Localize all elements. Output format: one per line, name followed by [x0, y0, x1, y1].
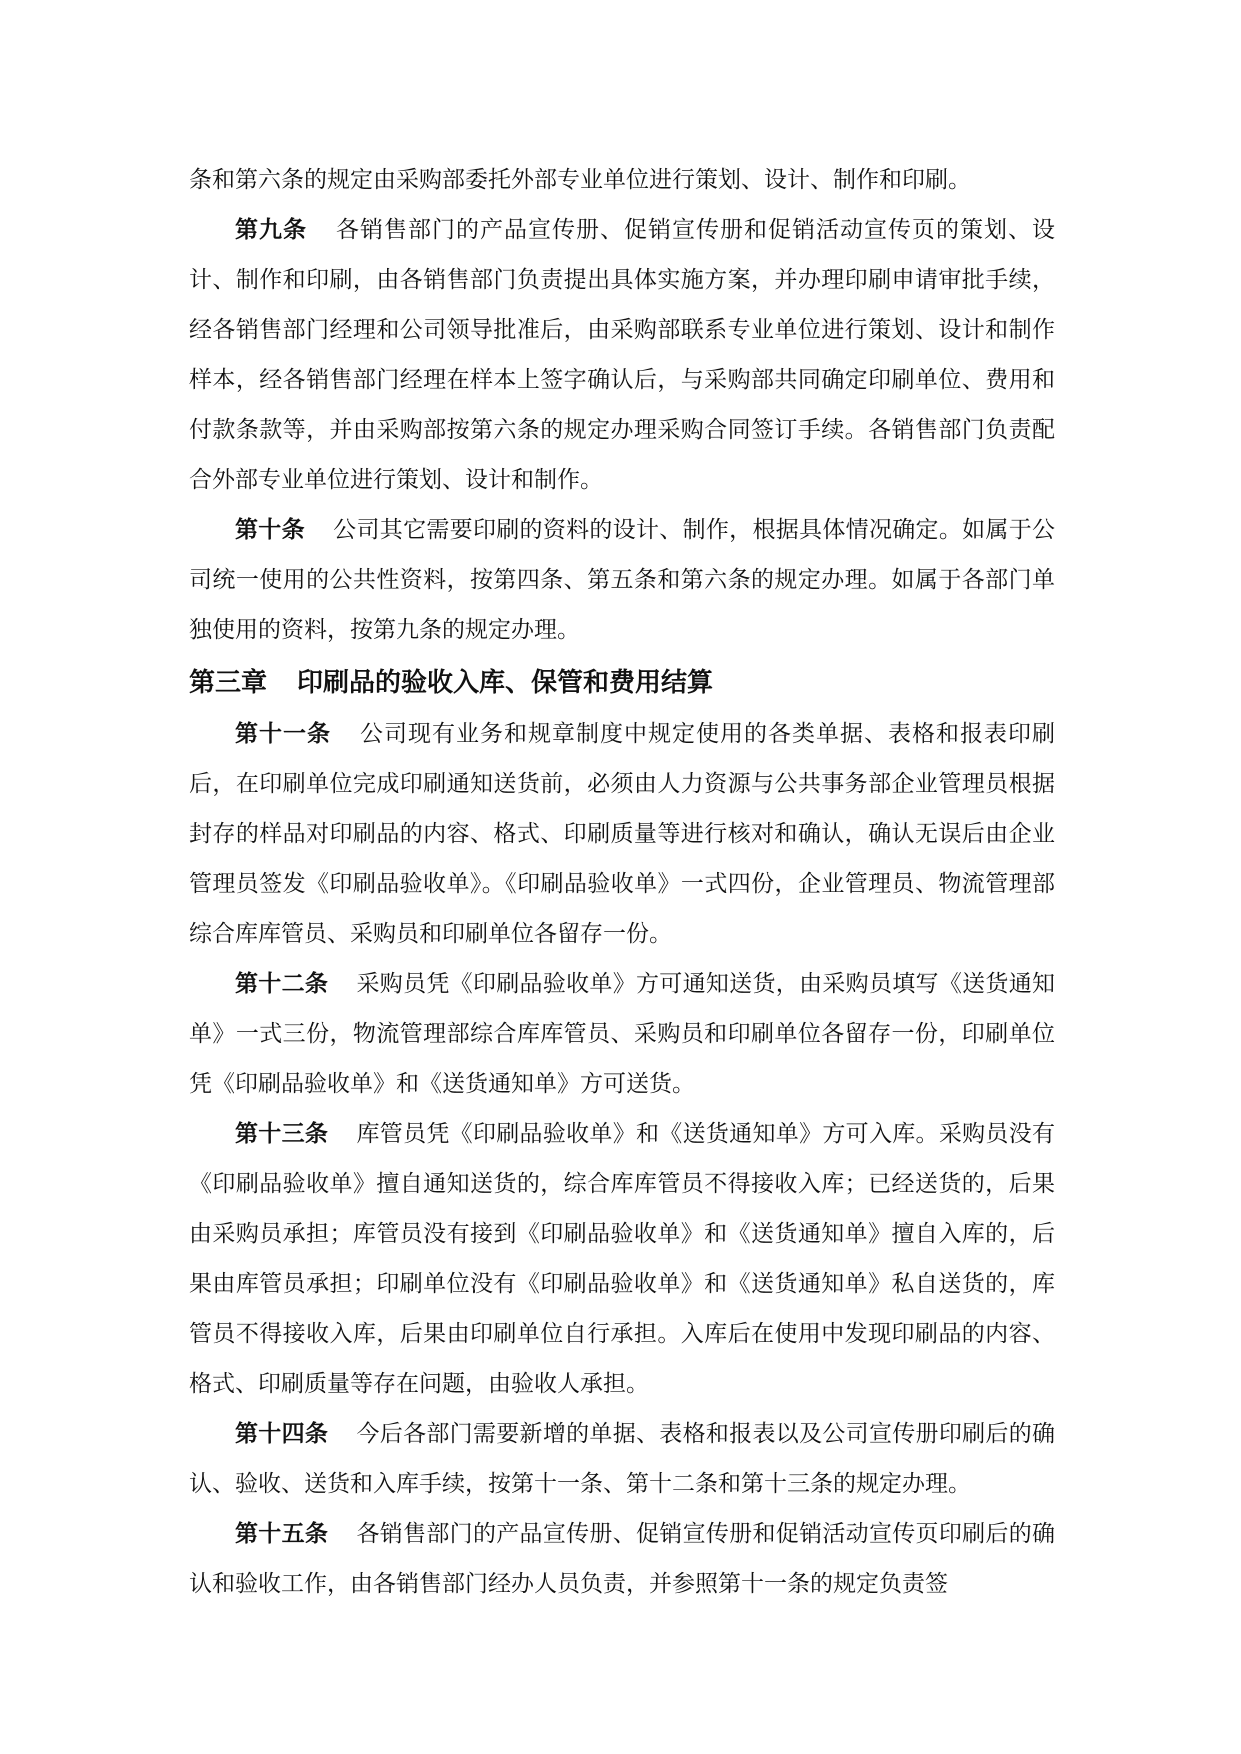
article-text: 各销售部门的产品宣传册、促销宣传册和促销活动宣传页印刷后的确认和验收工作，由各销售部门经办人员负责，并参照第十一条的规定负责签	[189, 1521, 1056, 1597]
document-page	[189, 155, 1055, 1609]
article-14	[189, 1409, 1055, 1509]
continuation-paragraph: 条和第六条的规定由采购部委托外部专业单位进行策划、设计、制作和印刷。	[189, 167, 971, 193]
article-12	[189, 959, 1055, 1109]
article-number: 第九条	[235, 217, 307, 243]
chapter-number: 第三章	[189, 668, 268, 698]
article-text: 采购员凭《印刷品验收单》方可通知送货，由采购员填写《送货通知单》一式三份，物流管理部综合库库管员、采购员和印刷单位各留存一份，印刷单位凭《印刷品验收单》和《送货通知单》方可送货。	[189, 971, 1056, 1097]
article-number: 第十二条	[235, 971, 329, 997]
article-text: 今后各部门需要新增的单据、表格和报表以及公司宣传册印刷后的确认、验收、送货和入库手续，按第十一条、第十二条和第十三条的规定办理。	[189, 1421, 1056, 1497]
article-text: 各销售部门的产品宣传册、促销宣传册和促销活动宣传页的策划、设计、制作和印刷，由各销售部门负责提出具体实施方案，并办理印刷申请审批手续，经各销售部门经理和公司领导批准后，由采购部联系专业单位进行策划、设计和制作样本，经各销售部门经理在样本上签字确认后，与采购部共同确定印刷单位、费用和付款条款等，并由采购部按第六条的规定办理采购合同签订手续。各销售部门负责配合外部专业单位进行策划、设计和制作。	[189, 217, 1055, 493]
article-number: 第十一条	[235, 721, 331, 747]
article-11	[189, 709, 1055, 959]
article-text: 库管员凭《印刷品验收单》和《送货通知单》方可入库。采购员没有《印刷品验收单》擅自通知送货的，综合库库管员不得接收入库；已经送货的，后果由采购员承担；库管员没有接到《印刷品验收单》和《送货通知单》擅自入库的，后果由库管员承担；印刷单位没有《印刷品验收单》和《送货通知单》私自送货的，库管员不得接收入库，后果由印刷单位自行承担。入库后在使用中发现印刷品的内容、格式、印刷质量等存在问题，由验收人承担。	[189, 1121, 1056, 1397]
chapter-title: 印刷品的验收入库、保管和费用结算	[297, 668, 714, 698]
article-10	[189, 505, 1055, 655]
article-number: 第十五条	[235, 1521, 329, 1547]
article-number: 第十条	[235, 517, 305, 543]
chapter-heading	[189, 657, 1055, 709]
article-number: 第十四条	[235, 1421, 329, 1447]
article-15	[189, 1509, 1055, 1609]
article-13	[189, 1109, 1055, 1409]
article-text: 公司其它需要印刷的资料的设计、制作，根据具体情况确定。如属于公司统一使用的公共性资料，按第四条、第五条和第六条的规定办理。如属于各部门单独使用的资料，按第九条的规定办理。	[189, 517, 1056, 643]
article-number: 第十三条	[235, 1121, 329, 1147]
article-text: 公司现有业务和规章制度中规定使用的各类单据、表格和报表印刷后，在印刷单位完成印刷通知送货前，必须由人力资源与公共事务部企业管理员根据封存的样品对印刷品的内容、格式、印刷质量等进行核对和确认，确认无误后由企业管理员签发《印刷品验收单》。《印刷品验收单》一式四份，企业管理员、物流管理部综合库库管员、采购员和印刷单位各留存一份。	[189, 721, 1055, 947]
article-9	[189, 205, 1055, 505]
